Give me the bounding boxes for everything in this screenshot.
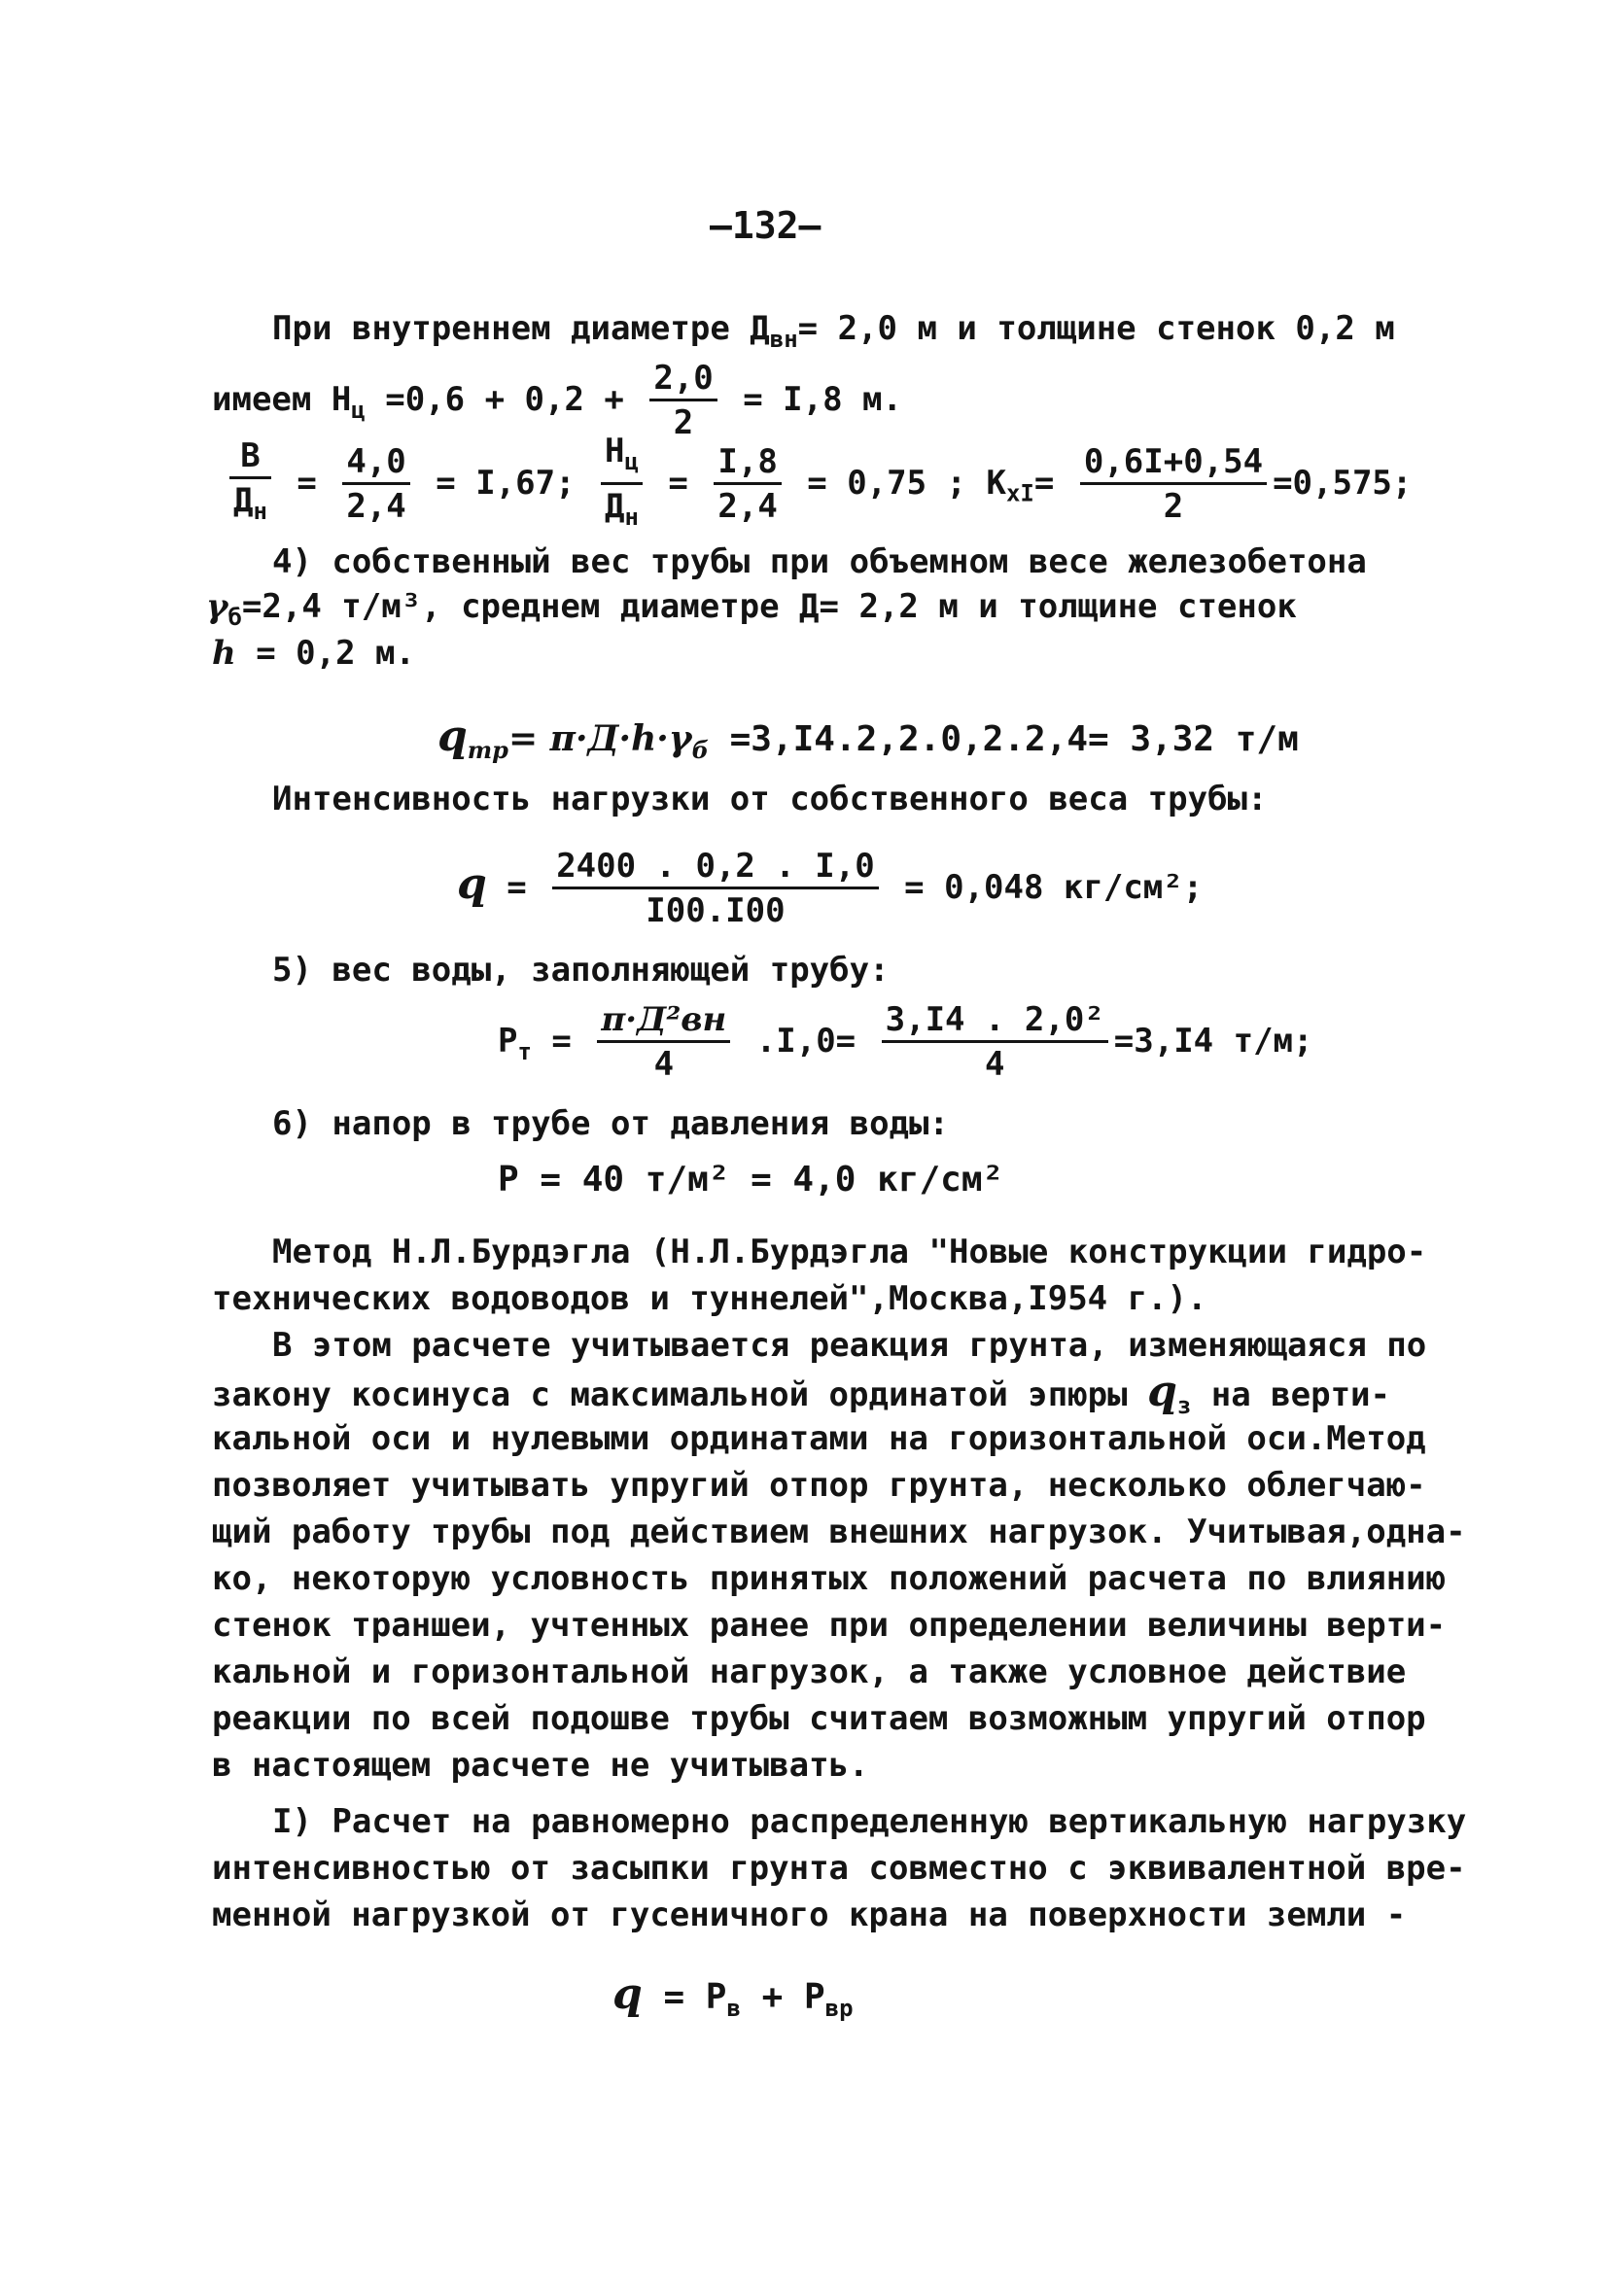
- ratio-18-num: I,8: [714, 443, 781, 485]
- calc1-formula: [612, 1969, 854, 2028]
- intensity-eq: =: [486, 868, 547, 907]
- intro-sub: вн: [769, 325, 798, 353]
- item4-formula: [437, 712, 1299, 770]
- intensity-heading: Интенсивность нагрузки от собственного веса трубы:: [272, 780, 1268, 818]
- gamma-sub: б: [227, 603, 242, 631]
- ratio-b-den-sub: н: [253, 498, 267, 526]
- p-t-frac1-num: π·Д²вн: [597, 1001, 730, 1043]
- intro-frac-den: 2: [673, 403, 694, 442]
- intro-text: При внутреннем диаметре Д: [272, 309, 770, 348]
- intro-text-rest: = 2,0 м и толщине стенок 0,2 м: [797, 309, 1395, 348]
- intro-fraction: [649, 360, 717, 442]
- ratio-approx: =: [276, 463, 337, 503]
- ratio-b-d: [229, 437, 271, 531]
- k-frac-den: 2: [1163, 486, 1184, 526]
- item4-line-2: [206, 587, 1297, 637]
- intensity-num: 2400 . 0,2 . I,0: [552, 848, 879, 889]
- calc1-p-vr-sub: вр: [824, 1995, 854, 2023]
- method-paragraph-line-5: щий работу трубы под действием внешних нагрузок. Учитывая,одна-: [212, 1513, 1466, 1551]
- intro-line-1: [272, 309, 1395, 359]
- method-paragraph-line-7: стенок траншеи, учтенных ранее при определении величины верти-: [212, 1606, 1447, 1645]
- intro-line-2: [212, 360, 902, 442]
- ratio-4-num: 4,0: [342, 443, 409, 485]
- q-tr-symbol: q: [437, 712, 468, 761]
- ratio-4-24: [342, 443, 409, 526]
- method-q-sub: з: [1176, 1391, 1192, 1419]
- q-tr-value: =3,I4.2,2.0,2.2,4= 3,32 т/м: [708, 719, 1299, 759]
- item4-line-3: [212, 634, 415, 673]
- q-tr-sub: тр: [467, 736, 508, 765]
- ratio-value-1: = I,67;: [415, 463, 596, 503]
- ratio-h-num: [601, 433, 643, 485]
- p-t-eq: =: [531, 1022, 592, 1061]
- q-tr-expression: = π·Д·h·γ: [507, 718, 692, 759]
- intro-h-sub: ц: [351, 396, 366, 424]
- intro-h-sum: =0,6 + 0,2 +: [365, 380, 645, 419]
- ratio-value-2: = 0,75 ;: [787, 463, 987, 503]
- method-paragraph-line-4: позволяет учитывать упругий отпор грунта, несколько облегчаю-: [212, 1466, 1426, 1505]
- ratio-h-d: [601, 433, 643, 537]
- k-fraction: [1080, 443, 1267, 526]
- k-label: К: [986, 463, 1006, 503]
- intensity-q: q: [457, 859, 487, 909]
- p-t-fraction-2: [882, 1001, 1108, 1084]
- calc1-p-v: = Р: [642, 1977, 727, 2017]
- p-t-sub: т: [517, 1037, 532, 1065]
- item4-line-2-text: =2,4 т/м³, среднем диаметре Д= 2,2 м и толщине стенок: [241, 587, 1297, 626]
- calc1-q: q: [612, 1969, 643, 2019]
- method-q-symbol: q: [1147, 1367, 1177, 1416]
- ratio-h-den-sub: н: [624, 503, 639, 531]
- method-paragraph-line-10: в настоящем расчете не учитывать.: [212, 1746, 869, 1785]
- item5-heading: 5) вес воды, заполняющей трубу:: [272, 951, 890, 990]
- ratio-h-num-sub: ц: [624, 447, 639, 475]
- method-paragraph-line-8: кальной и горизонтальной нагрузок, а также условное действие: [212, 1652, 1407, 1691]
- p-t-fraction-1: [597, 1001, 730, 1084]
- p-t-symbol: Р: [498, 1022, 518, 1061]
- item6-formula: Р = 40 т/м² = 4,0 кг/см²: [498, 1160, 1004, 1200]
- intro-h-result: = I,8 м.: [722, 380, 902, 419]
- ratio-4-den: 2,4: [346, 486, 406, 526]
- ratio-eq: =: [647, 463, 709, 503]
- ratio-h-num-text: Н: [605, 432, 625, 470]
- calc1-line-3: менной нагрузкой от гусеничного крана на поверхности земли -: [212, 1896, 1407, 1934]
- method-paragraph-line-1: В этом расчете учитывается реакция грунта, изменяющаяся по: [272, 1326, 1427, 1365]
- ratio-b-den-text: Д: [233, 481, 254, 521]
- intensity-den: I00.I00: [646, 891, 786, 930]
- k-sub: хI: [1005, 479, 1034, 507]
- ratio-h-den: [601, 485, 643, 537]
- item5-formula: [498, 1001, 1313, 1084]
- p-t-frac2-num: 3,I4 . 2,0²: [882, 1001, 1108, 1043]
- ratios-formula: [224, 433, 1412, 537]
- calc1-p-vr: + Р: [740, 1977, 825, 2017]
- ratio-18-24: [714, 443, 781, 526]
- ratio-h-den-text: Д: [605, 486, 625, 526]
- intensity-value: = 0,048 кг/см²;: [884, 868, 1204, 907]
- q-tr-expression-sub: б: [691, 736, 709, 765]
- intro-h-label: имеем Н: [212, 380, 352, 419]
- h-symbol: h: [212, 634, 236, 673]
- method-paragraph-line-2: [212, 1367, 1390, 1425]
- method-paragraph-line-3: кальной оси и нулевыми ординатами на горизонтальной оси.Метод: [212, 1419, 1426, 1458]
- ratio-18-den: 2,4: [717, 486, 778, 526]
- p-t-frac1-den: 4: [653, 1045, 675, 1084]
- k-value: =0,575;: [1273, 463, 1413, 503]
- method-line-1: Метод Н.Л.Бурдэгла (Н.Л.Бурдэгла "Новые конструкции гидро-: [272, 1233, 1427, 1271]
- calc1-line-1: I) Расчет на равномерно распределенную вертикальную нагрузку: [272, 1802, 1467, 1841]
- k-frac-num: 0,6I+0,54: [1080, 443, 1267, 485]
- k-eq: =: [1033, 463, 1074, 503]
- intro-frac-num: 2,0: [649, 360, 717, 401]
- p-t-value: =3,I4 т/м;: [1113, 1022, 1313, 1061]
- p-t-frac2-den: 4: [984, 1045, 1005, 1084]
- item4-line-1: 4) собственный вес трубы при объемном весе железобетона: [272, 542, 1367, 581]
- p-t-mid: .I,0=: [736, 1022, 876, 1061]
- intensity-formula: [457, 848, 1203, 930]
- ratio-b-num: В: [229, 437, 271, 479]
- method-line-2: технических водоводов и туннелей",Москва,I954 г.).: [212, 1279, 1207, 1318]
- method-paragraph-line-6: ко, некоторую условность принятых положений расчета по влиянию: [212, 1559, 1447, 1598]
- calc1-line-2: интенсивностью от засыпки грунта совместно с эквивалентной вре-: [212, 1849, 1466, 1888]
- item6-heading: 6) напор в трубе от давления воды:: [272, 1104, 949, 1143]
- method-paragraph-line-9: реакции по всей подошве трубы считаем возможным упругий отпор: [212, 1699, 1426, 1738]
- ratio-b-den: [229, 479, 271, 531]
- intensity-fraction: [552, 848, 879, 930]
- method-p2-text-end: на верти-: [1191, 1375, 1390, 1414]
- method-p2-text: закону косинуса с максимальной ординатой эпюры: [212, 1375, 1148, 1414]
- gamma-symbol: γ: [206, 587, 228, 626]
- page-number: —132—: [710, 204, 821, 247]
- calc1-p-v-sub: в: [726, 1995, 741, 2023]
- item4-line-3-text: = 0,2 м.: [235, 634, 415, 673]
